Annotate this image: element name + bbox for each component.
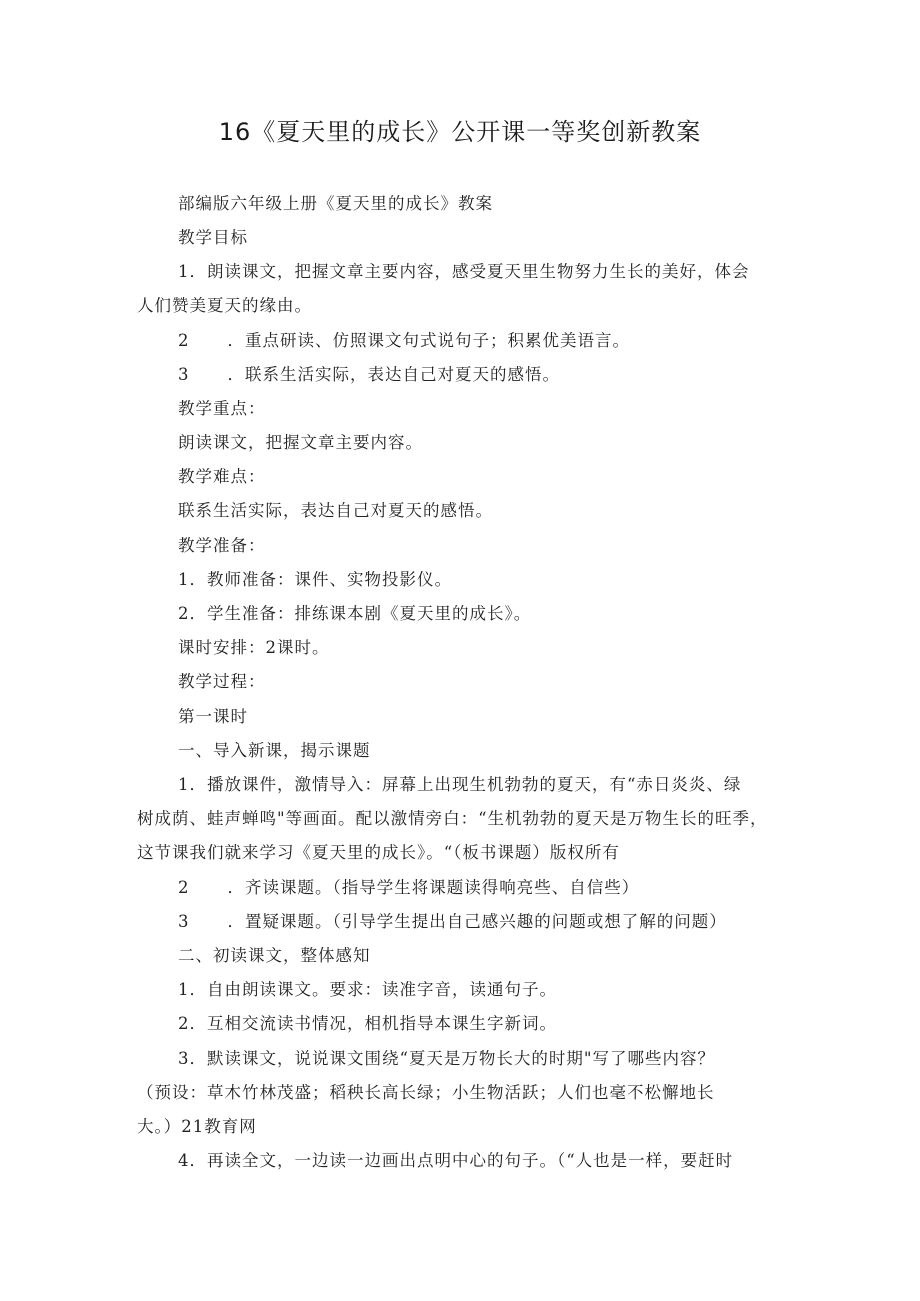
section-heading: 第一课时 — [178, 707, 248, 726]
text-line: 1．自由朗读课文。要求：读准字音，读通句子。 — [178, 980, 557, 999]
text-line: 这节课我们就来学习《夏天里的成长》。“（板书课题）版权所有 — [137, 843, 620, 862]
text-line: 1．播放课件，激情导入：屏幕上出现生机勃勃的夏天，有“赤日炎炎、绿 — [178, 775, 742, 794]
section-heading: 教学准备： — [178, 536, 266, 555]
list-text: ．联系生活实际，表达自己对夏天的感悟。 — [227, 365, 560, 384]
list-text: ．齐读课题。（指导学生将课题读得响亮些、自信些） — [227, 878, 640, 897]
list-text: ．置疑课题。（引导学生提出自己感兴趣的问题或想了解的问题） — [227, 912, 727, 931]
text-line: 人们赞美夏天的缘由。 — [137, 296, 312, 315]
text-line: 1．朗读课文，把握文章主要内容，感受夏天里生物努力生长的美好，体会 — [178, 262, 750, 281]
text-line: 2．学生准备：排练课本剧《夏天里的成长》。 — [178, 604, 532, 623]
document-title: 16《夏天里的成长》公开课一等奖创新教案 — [218, 118, 702, 146]
text-line: （预设：草木竹林茂盛；稻秧长高长绿；小生物活跃；人们也毫不松懈地长 — [137, 1083, 715, 1102]
list-number: 3 — [178, 912, 190, 931]
text-line: 部编版六年级上册《夏天里的成长》教案 — [178, 194, 493, 213]
text-line: 4．再读全文，一边读一边画出点明中心的句子。（“人也是一样，要赶时 — [178, 1151, 734, 1170]
text-line: 课时安排：2课时。 — [178, 638, 330, 657]
text-line: 3．默读课文，说说课文围绕“夏天是万物长大的时期"写了哪些内容？ — [178, 1049, 716, 1068]
list-item — [178, 908, 727, 932]
section-heading: 教学难点： — [178, 467, 266, 486]
text-line: 联系生活实际，表达自己对夏天的感悟。 — [178, 501, 493, 520]
list-text: ．重点研读、仿照课文句式说句子；积累优美语言。 — [227, 331, 630, 350]
section-heading: 教学目标 — [178, 228, 248, 247]
list-item — [178, 361, 560, 385]
list-item — [178, 874, 639, 898]
list-item — [178, 327, 630, 351]
section-heading: 二、初读课文，整体感知 — [178, 946, 371, 965]
text-line: 1．教师准备：课件、实物投影仪。 — [178, 570, 452, 589]
section-heading: 教学重点： — [178, 399, 266, 418]
text-line: 大。）21教育网 — [137, 1117, 257, 1136]
list-number: 3 — [178, 365, 190, 384]
text-line: 树成荫、蛙声蝉鸣"等画面。配以激情旁白：“生机勃勃的夏天是万物生长的旺季， — [137, 809, 768, 828]
list-number: 2 — [178, 878, 190, 897]
section-heading: 一、导入新课，揭示课题 — [178, 741, 371, 760]
text-line: 2．互相交流读书情况，相机指导本课生字新词。 — [178, 1014, 557, 1033]
list-number: 2 — [178, 331, 190, 350]
section-heading: 教学过程： — [178, 672, 266, 691]
text-line: 朗读课文，把握文章主要内容。 — [178, 433, 423, 452]
